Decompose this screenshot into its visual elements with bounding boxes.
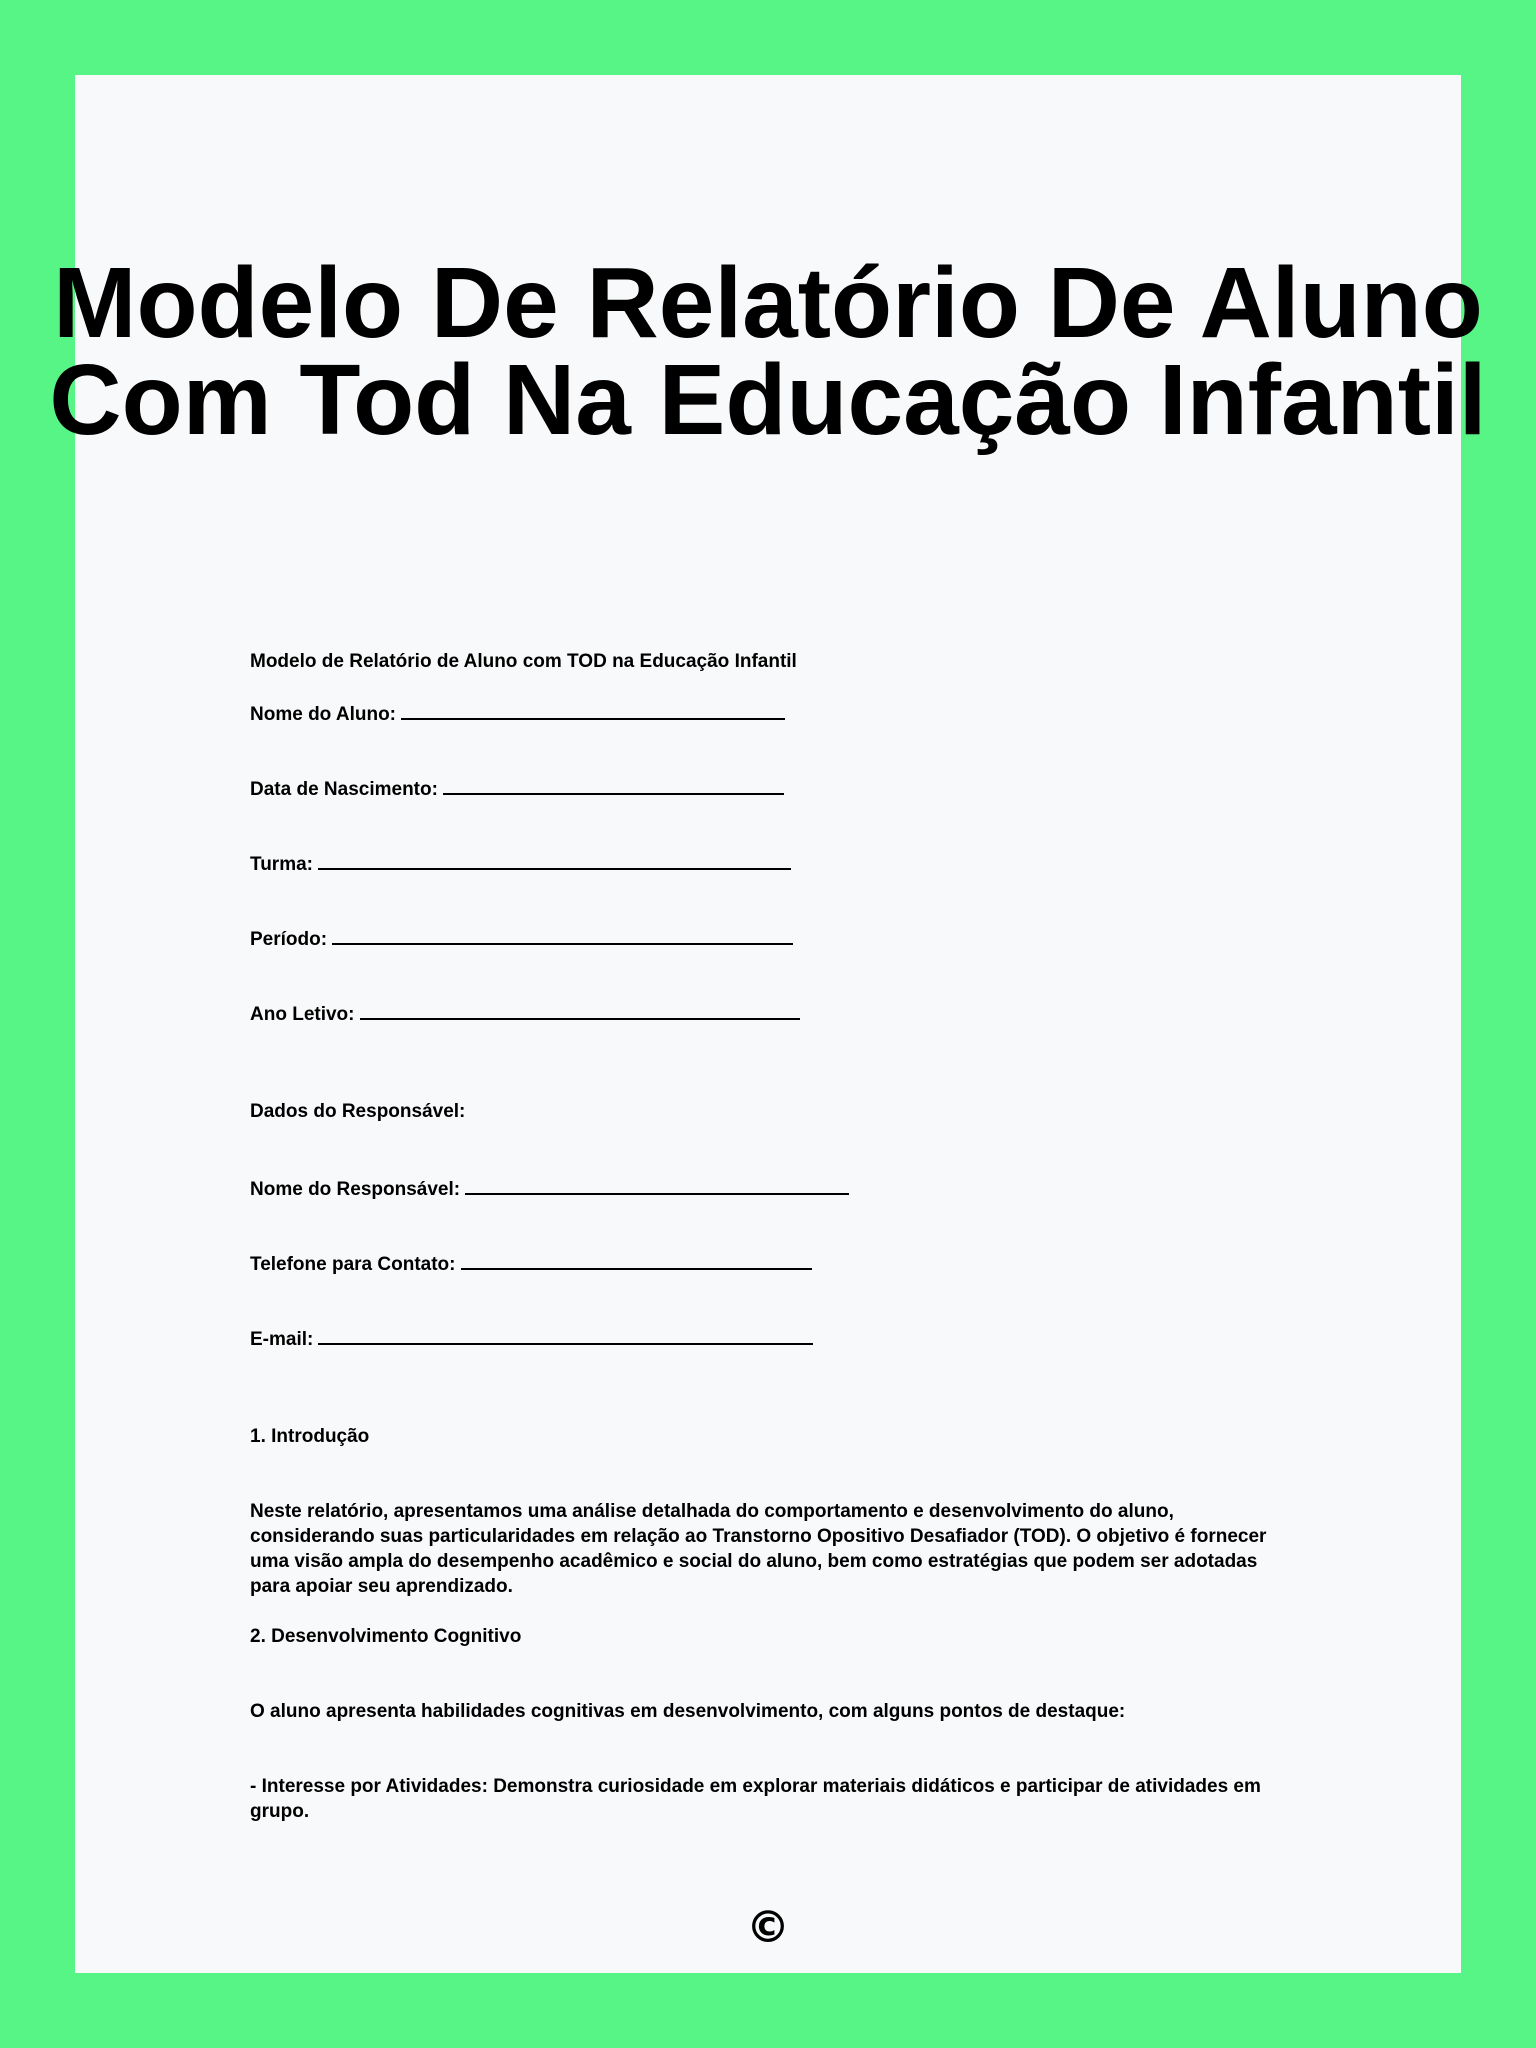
- student-name-field: [250, 699, 785, 727]
- email-blank: [318, 1324, 813, 1345]
- copyright-symbol: ©: [746, 1902, 790, 1953]
- section-2-heading: 2. Desenvolvimento Cognitivo: [250, 1626, 522, 1647]
- guardian-name-label: Nome do Responsável:: [250, 1179, 461, 1200]
- period-label: Período:: [250, 929, 328, 950]
- guardian-name-blank: [465, 1174, 849, 1195]
- email-label: E-mail:: [250, 1329, 314, 1350]
- student-name-label: Nome do Aluno:: [250, 704, 396, 725]
- section-1-paragraph: Neste relatório, apresentamos uma análise detalhada do comportamento e desenvolvimento do aluno, considerando suas particularidades em relação ao Transtorno Opositivo Desafiador (TOD). O objetivo é fornecer uma visão ampla do desempenho acadêmico e social do aluno, bem como estratégias que podem ser adotadas para apoiar seu aprendizado.: [250, 1501, 1267, 1597]
- class-field: [250, 849, 791, 877]
- student-name-blank: [401, 699, 785, 720]
- birth-date-label: Data de Nascimento:: [250, 779, 438, 800]
- document-title: Modelo De Relatório De Aluno Com Tod Na Educação Infantil: [49, 247, 1487, 456]
- school-year-field: [250, 999, 800, 1027]
- document-subtitle: Modelo de Relatório de Aluno com TOD na Educação Infantil: [250, 651, 797, 672]
- class-label: Turma:: [250, 854, 313, 875]
- period-blank: [332, 924, 793, 945]
- period-field: [250, 924, 793, 952]
- section-2-list-item: - Interesse por Atividades: Demonstra curiosidade em explorar materiais didáticos e participar de atividades em grupo.: [250, 1776, 1261, 1822]
- school-year-blank: [360, 999, 800, 1020]
- birth-date-blank: [443, 774, 784, 795]
- section-2-paragraph: O aluno apresenta habilidades cognitivas em desenvolvimento, com alguns pontos de destaque:: [250, 1701, 1126, 1722]
- guardian-name-field: [250, 1174, 849, 1202]
- phone-blank: [461, 1249, 812, 1270]
- guardian-heading: Dados do Responsável:: [250, 1101, 466, 1122]
- class-blank: [318, 849, 791, 870]
- school-year-label: Ano Letivo:: [250, 1004, 355, 1025]
- section-1-heading: 1. Introdução: [250, 1426, 370, 1447]
- email-field: [250, 1324, 813, 1352]
- phone-field: [250, 1249, 812, 1277]
- phone-label: Telefone para Contato:: [250, 1254, 456, 1275]
- birth-date-field: [250, 774, 784, 802]
